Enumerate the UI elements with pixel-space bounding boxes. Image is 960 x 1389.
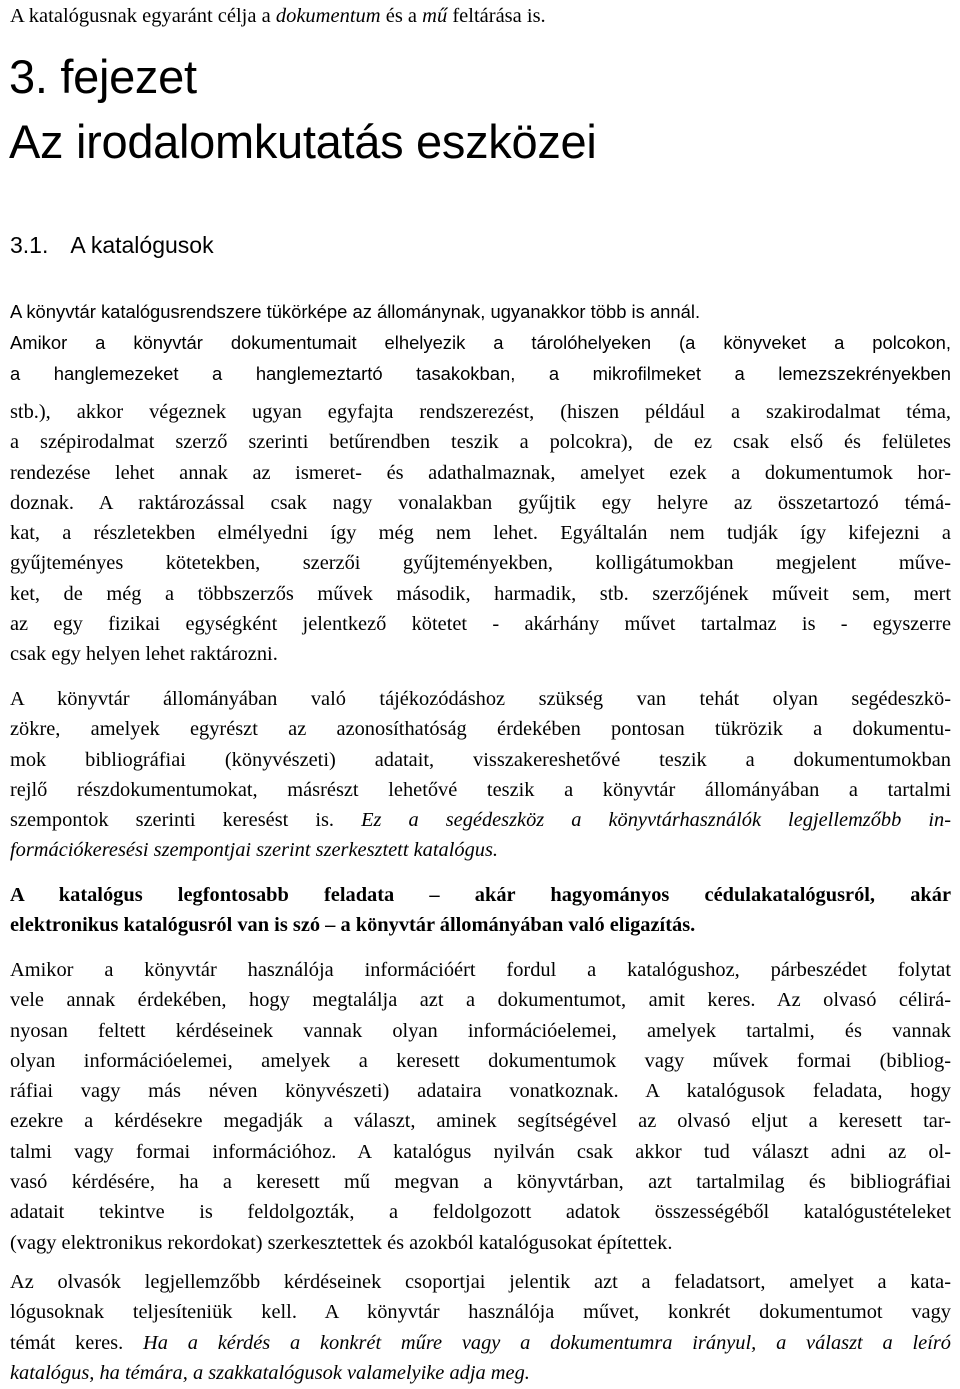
paragraph-6-line: lógusoknak teljesíteniük kell. A könyvtár használója művet, konkrét dokumentumot vagy xyxy=(10,1301,951,1324)
paragraph-3-line: A könyvtár állományában való tájékozódáshoz szükség van tehát olyan segédeszkö- xyxy=(10,688,951,710)
paragraph-3-line: mok bibliográfiai (könyvészeti) adatait, visszakereshetővé teszik a dokumentumokban xyxy=(10,748,951,771)
paragraph-5-line: talmi vagy formai információhoz. A katalógus nyilván csak akkor tud választ adni az ol- xyxy=(10,1140,951,1163)
paragraph-2-line: ket, de még a többszerzős művek második, harmadik, stb. szerzőjének műveit sem, mert xyxy=(10,582,951,605)
paragraph-2-line: kat, a részletekben elmélyedni így még nem lehet. Egyáltalán nem tudják így kifejezni a xyxy=(10,522,951,545)
paragraph-6-italic: Ha a kérdés a konkrét műre vagy a dokumentumra irányul, a választ a leíró xyxy=(143,1331,952,1354)
paragraph-4-line xyxy=(10,910,951,940)
paragraph-6 xyxy=(10,1267,951,1388)
paragraph-5-line: ráfiai vagy más néven könyvészeti) adataira vonatkoznak. A katalógusok feladata, hogy xyxy=(10,1080,951,1103)
paragraph-2-line: stb.), akkor végeznek ugyan egyfajta rendszerezést, (hiszen például a szakirodalmat téma, xyxy=(10,401,951,423)
paragraph-3-text: szempontok szerinti keresést is. xyxy=(10,809,362,832)
paragraph-6-text: témát keres. xyxy=(10,1331,144,1354)
paragraph-4-bold-text: elektronikus katalógusról van is szó – a könyvtár állományában való eligazítás. xyxy=(10,914,696,937)
paragraph-6-line: Az olvasók legjellemzőbb kérdéseinek csoportjai jelentik azt a feladatsort, amelyet a kata- xyxy=(10,1271,951,1293)
paragraph-2-line: rendezése lehet annak az ismeret- és adathalmaznak, amelyet ezek a dokumentumok hor- xyxy=(10,461,951,484)
intro-italic-1: dokumentum xyxy=(275,5,381,27)
paragraph-5 xyxy=(10,955,951,1258)
paragraph-6-line xyxy=(10,1358,951,1388)
section-title: A katalógusok xyxy=(70,232,214,258)
paragraph-1-line: Amikor a könyvtár dokumentumait elhelyezik a tárolóhelyeken (a könyveket a polcokon, xyxy=(10,332,951,353)
paragraph-2-line: az egy fizikai egységként jelentkező kötetet - akárhány művet tartalmaz is - egyszerre xyxy=(10,613,951,636)
paragraph-2 xyxy=(10,397,951,670)
paragraph-5-line: adatait tekintve is feldolgozták, a feldolgozott adatok összességéből katalógustételeket xyxy=(10,1201,951,1224)
paragraph-3-line xyxy=(10,835,951,865)
paragraph-3-line: rejlő részdokumentumokat, másrészt lehetővé teszik a könyvtár állományában a tartalmi xyxy=(10,778,951,801)
paragraph-6-italic: katalógus, ha témára, a szakkatalógusok valamelyike adja meg. xyxy=(10,1361,530,1384)
paragraph-2-line: gyűjteményes kötetekben, szerzői gyűjteményekben, kolligátumokban megjelent műve- xyxy=(10,552,951,575)
paragraph-4-bold xyxy=(10,880,951,941)
paragraph-3 xyxy=(10,684,951,866)
paragraph-5-line: Amikor a könyvtár használója információért fordul a katalógushoz, párbeszédet folytat xyxy=(10,959,951,981)
intro-text-1: A katalógusnak egyaránt célja a xyxy=(10,5,276,27)
paragraph-1-line: A könyvtár katalógusrendszere tükörképe az állománynak, ugyanakkor több is annál. xyxy=(10,301,701,322)
paragraph-5-line: ezekre a kérdésekre megadják a választ, aminek segítségével az olvasó eljut a keresett tar- xyxy=(10,1110,951,1133)
paragraph-4-bold-text: A katalógus legfontosabb feladata – akár hagyományos cédulakatalógusról, akár xyxy=(10,884,951,906)
intro-text-2: és a xyxy=(380,5,423,27)
section-heading xyxy=(10,231,214,259)
intro-italic-2: mű xyxy=(422,5,448,27)
paragraph-3-italic: Ez a segédeszköz a könyvtárhasználók legjellemzőbb in- xyxy=(361,809,951,832)
paragraph-5-line: vasó kérdésére, ha a keresett mű megvan a könyvtárban, azt tartalmilag és bibliográfiai xyxy=(10,1171,951,1194)
paragraph-5-line: nyosan feltett kérdéseinek vannak olyan információelemei, amelyek tartalmi, és vannak xyxy=(10,1019,951,1042)
paragraph-5-line: (vagy elektronikus rekordokat) szerkesztettek és azokból katalógusokat építettek. xyxy=(10,1231,673,1254)
paragraph-3-italic: formációkeresési szempontjai szerint szerkesztett katalógus. xyxy=(10,839,499,862)
paragraph-2-line: csak egy helyen lehet raktározni. xyxy=(10,643,278,666)
chapter-title: Az irodalomkutatás eszközei xyxy=(9,115,597,168)
intro-line xyxy=(10,2,546,30)
paragraph-3-line xyxy=(10,805,951,835)
section-number: 3.1. xyxy=(10,232,49,258)
paragraph-4-line xyxy=(10,880,951,910)
chapter-number: 3. fejezet xyxy=(9,50,197,103)
paragraph-3-line: zökre, amelyek egyrészt az azonosíthatóság érdekében pontosan tükrözik a dokumentu- xyxy=(10,718,951,741)
paragraph-6-line xyxy=(10,1328,951,1358)
paragraph-2-line: doznak. A raktározással csak nagy vonalakban gyűjtik egy helyre az összetartozó témá- xyxy=(10,491,951,514)
paragraph-5-line: olyan információelemei, amelyek a keresett dokumentumok vagy művek formai (bibliog- xyxy=(10,1049,951,1072)
paragraph-5-line: vele annak érdekében, hogy megtalálja azt a dokumentumot, amit keres. Az olvasó célirá- xyxy=(10,989,951,1012)
chapter-heading xyxy=(9,48,597,171)
paragraph-1 xyxy=(10,296,951,389)
intro-text-3: feltárása is. xyxy=(447,5,546,27)
paragraph-2-line: a szépirodalmat szerző szerinti betűrendben teszik a polcokra), de ez csak első és felületes xyxy=(10,431,951,454)
paragraph-1-line: a hanglemezeket a hanglemeztartó tasakokban, a mikrofilmeket a lemezszekrényekben xyxy=(10,363,951,384)
